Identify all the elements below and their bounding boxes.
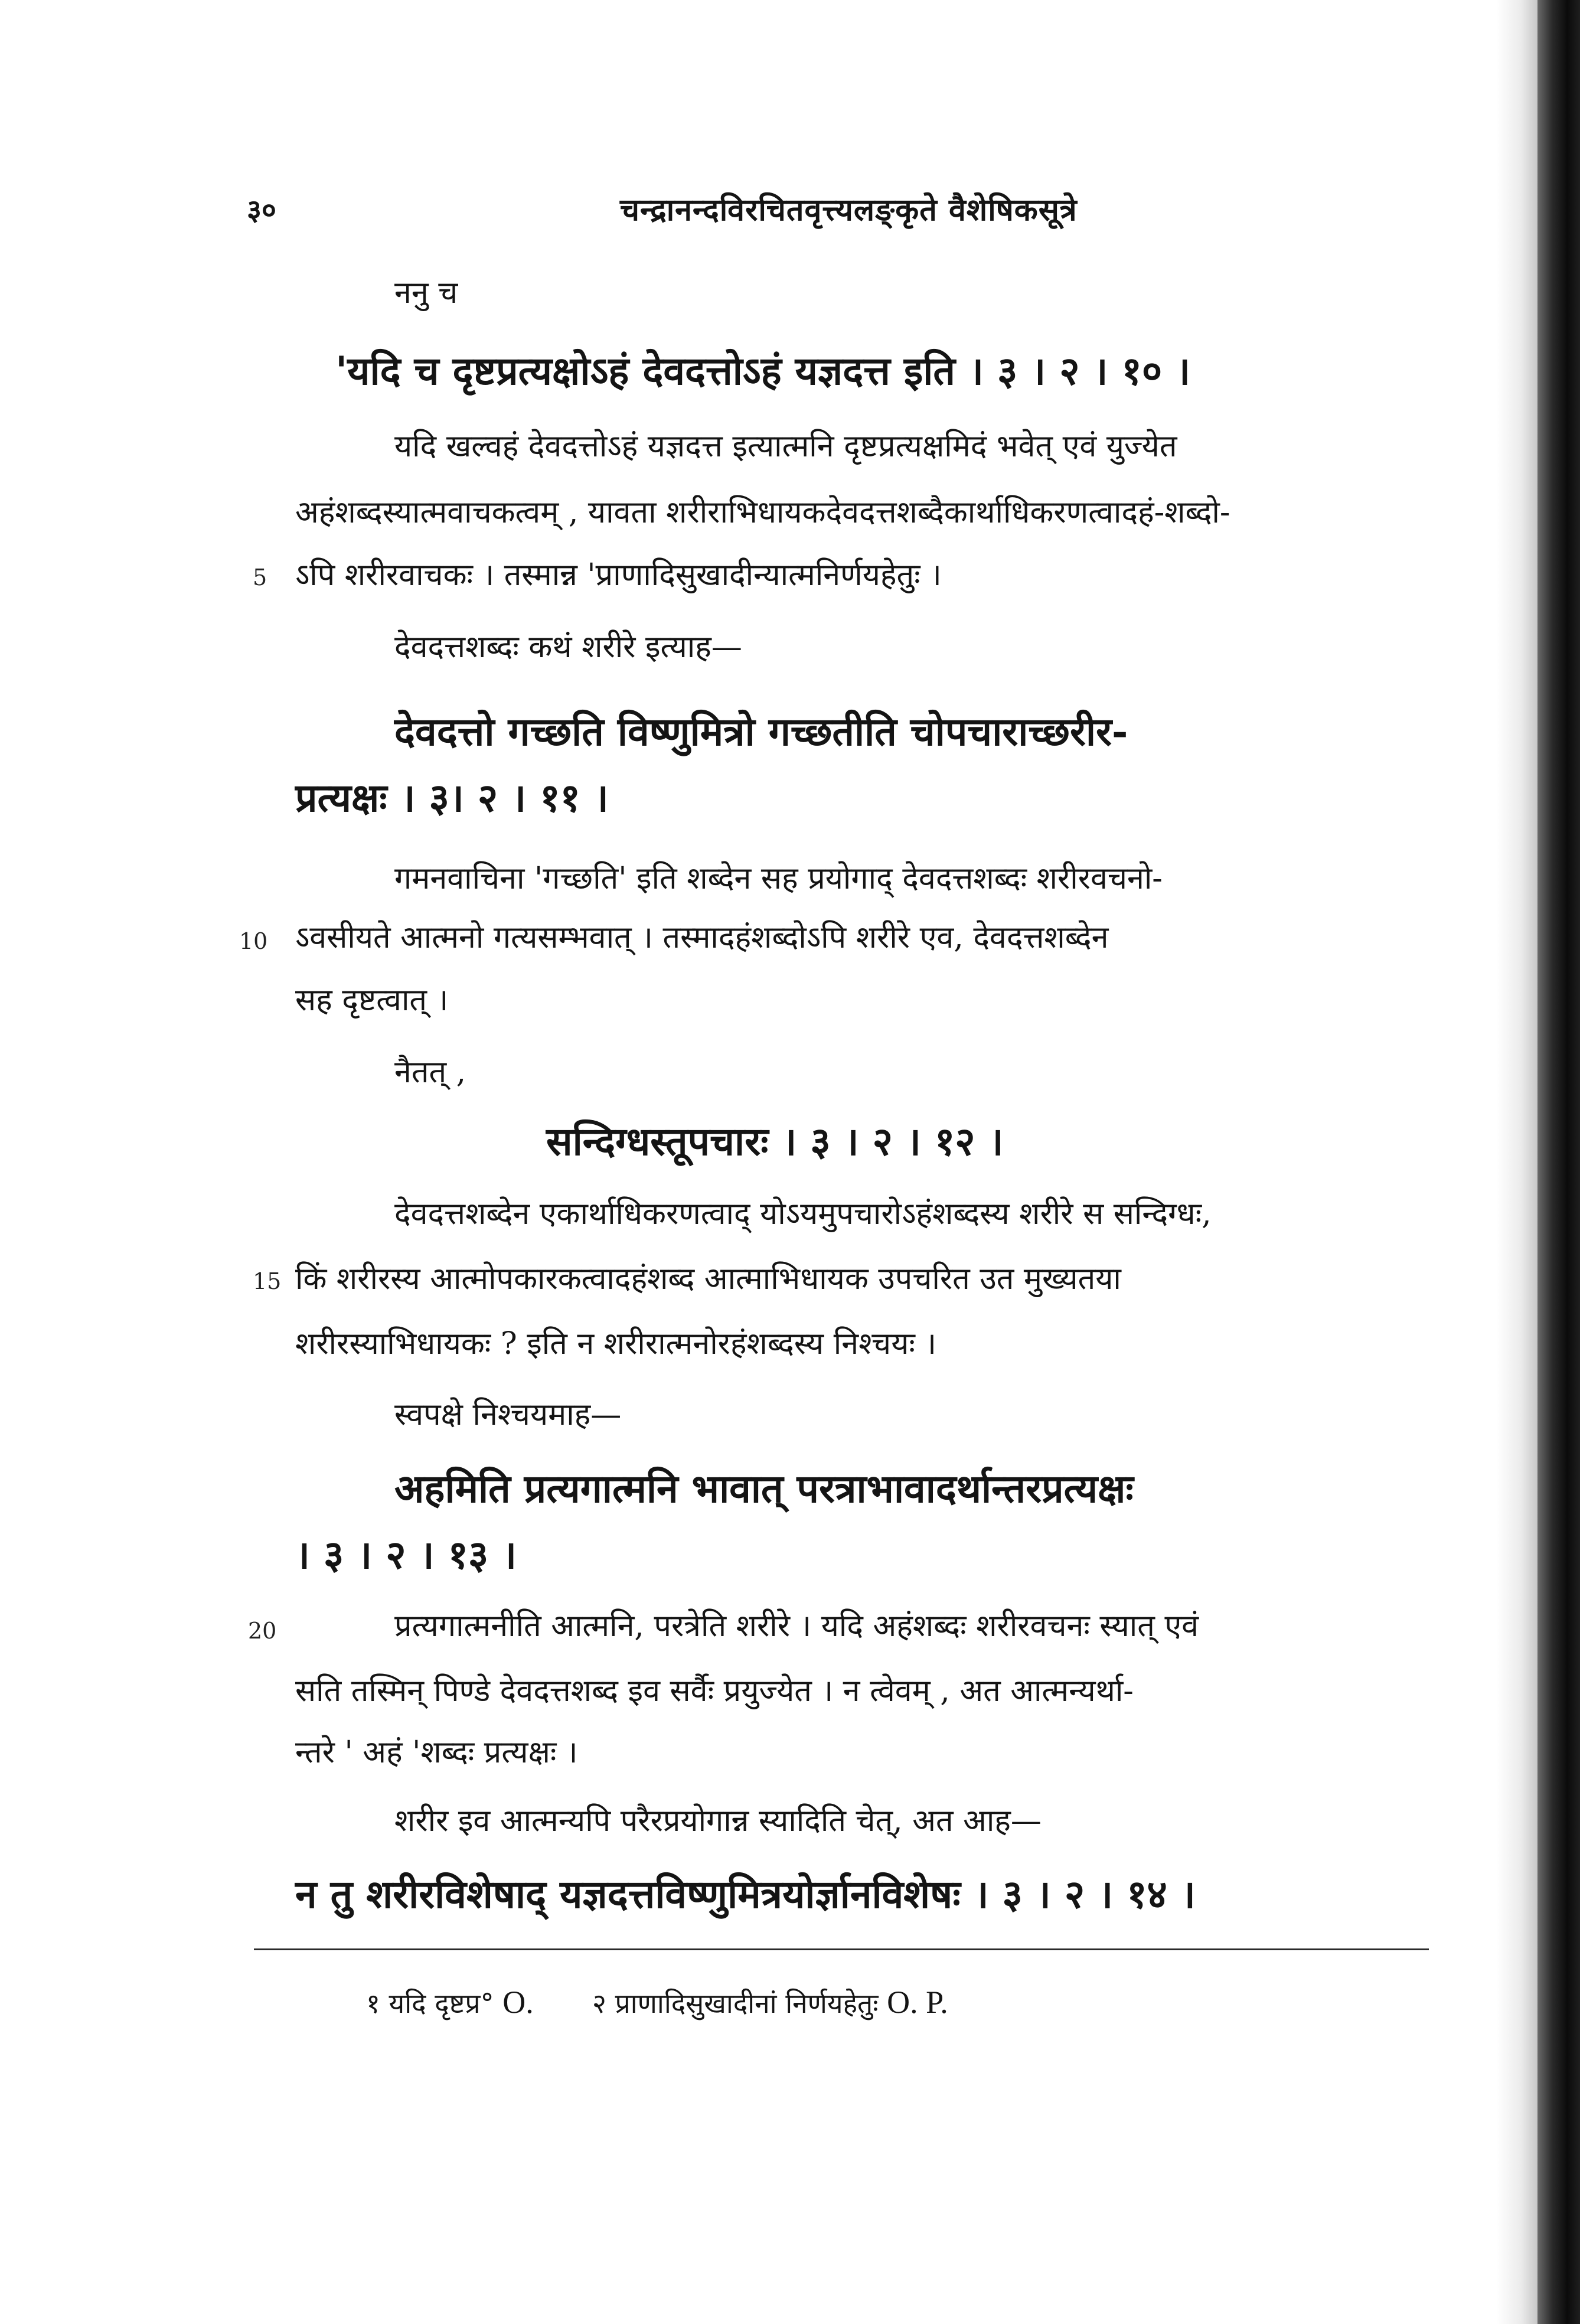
text-line: ऽवसीयते आत्मनो गत्यसम्भवात् । तस्मादहंशब्दोऽपि शरीरे एव, देवदत्तशब्देन [295, 920, 1109, 955]
footnote-text: प्राणादिसुखादीनां निर्णयहेतुः [615, 1987, 879, 2019]
text-line: देवदत्तशब्देन एकार्थाधिकरणत्वाद् योऽयमुपचारोऽहंशब्दस्य शरीरे स सन्दिग्धः, [394, 1196, 1212, 1232]
line-number: 20 [248, 1618, 277, 1644]
text-line: अहंशब्दस्यात्मवाचकत्वम् , यावता शरीराभिधायकदेवदत्तशब्दैकार्थाधिकरणत्वादहं-शब्दो- [295, 495, 1230, 530]
sutra-line: सन्दिग्धस्तूपचारः । ३ । २ । १२ । [546, 1118, 1004, 1164]
binding-shadow [1496, 0, 1537, 2324]
line-number: 5 [253, 564, 267, 590]
text-line: देवदत्तशब्दः कथं शरीरे इत्याह— [394, 629, 742, 665]
line-number: 15 [253, 1268, 282, 1294]
text-line: न्तरे ' अहं 'शब्दः प्रत्यक्षः । [295, 1735, 578, 1770]
sutra-line: प्रत्यक्षः । ३। २ । ११ । [295, 775, 609, 821]
line-number: 10 [239, 928, 268, 954]
text-line: नैतत् , [394, 1055, 466, 1090]
footnotes [366, 1984, 948, 2021]
text-line: स्वपक्षे निश्चयमाह— [394, 1397, 622, 1432]
footnote-source: O. P. [887, 1984, 948, 2020]
text-line: ऽपि शरीरवाचकः । तस्मान्न 'प्राणादिसुखादीन्यात्मनिर्णयहेतुः । [295, 557, 942, 593]
text-line: सह दृष्टत्वात् । [295, 983, 449, 1018]
footnote-marker: १ [366, 1987, 380, 2019]
footnote-text: यदि दृष्टप्र° [389, 1987, 494, 2019]
sutra-line: 'यदि च दृष्टप्रत्यक्षोऽहं देवदत्तोऽहं यज्ञदत्त इति । ३ । २ । १० । [335, 348, 1191, 394]
sutra-line: अहमिति प्रत्यगात्मनि भावात् परत्राभावादर्थान्तरप्रत्यक्षः [394, 1465, 1134, 1512]
page-number: ३० [247, 194, 276, 227]
text-line: गमनवाचिना 'गच्छति' इति शब्देन सह प्रयोगाद् देवदत्तशब्दः शरीरवचनो- [394, 861, 1163, 896]
text-line: शरीर इव आत्मन्यपि परैरप्रयोगान्न स्यादिति चेत्, अत आह— [394, 1803, 1042, 1839]
book-binding-edge [1537, 0, 1580, 2324]
running-head: चन्द्रानन्दविरचितवृत्त्यलङ्कृते वैशेषिकसूत्रे [620, 192, 1078, 228]
text-line: प्रत्यगात्मनीति आत्मनि, परत्रेति शरीरे । यदि अहंशब्दः शरीरवचनः स्यात् एवं [394, 1608, 1199, 1644]
text-line: शरीरस्याभिधायकः ? इति न शरीरात्मनोरहंशब्दस्य निश्चयः । [295, 1326, 937, 1362]
text-line: किं शरीरस्य आत्मोपकारकत्वादहंशब्द आत्माभिधायक उपचरित उत मुख्यतया [295, 1261, 1121, 1297]
sutra-line: । ३ । २ । १३ । [295, 1532, 517, 1578]
text-line: ननु च [394, 275, 458, 311]
footnote-source: O. [502, 1984, 534, 2020]
text-line: यदि खल्वहं देवदत्तोऽहं यज्ञदत्त इत्यात्मनि दृष्टप्रत्यक्षमिदं भवेत् एवं युज्येत [394, 429, 1177, 464]
sutra-line: देवदत्तो गच्छति विष्णुमित्रो गच्छतीति चोपचाराच्छरीर- [394, 709, 1128, 755]
footnote-rule [254, 1948, 1429, 1950]
footnote-marker: २ [592, 1987, 606, 2019]
sutra-line: न तु शरीरविशेषाद् यज्ञदत्तविष्णुमित्रयोर्ज्ञानविशेषः । ३ । २ । १४ । [295, 1871, 1196, 1917]
text-line: सति तस्मिन् पिण्डे देवदत्तशब्द इव सर्वैः प्रयुज्येत । न त्वेवम् , अत आत्मन्यर्था- [295, 1673, 1134, 1709]
